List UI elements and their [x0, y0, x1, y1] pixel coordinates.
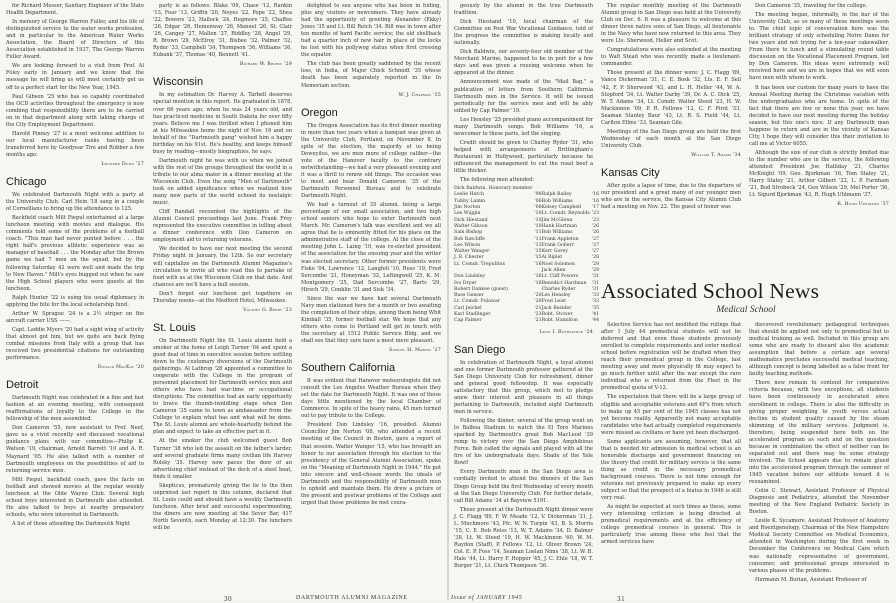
attendee-name: Karl Stadlinger [454, 312, 491, 318]
attendee-class-year: '16 [591, 198, 600, 204]
paragraph: Those present at the dinner were: J. C. Flagg '89, Vance Dickerman '31, C. E. Bosk '32, Lts. E. F. Sell '42, F. P. Sherwood '43, and L. H. Heller '44, W. A. Stopford '34, Lt. Walter Darby '39, Dr. A. C. Dick '25, W. T. Adams '34, Lt. Comdr. Walter Steed '23, H. W. Mackinnon '09, P. R. Fellows '12, C. F. Pirot '33, Seaman Stanley Baur '43, Lt. R. S. Field '44, Lt. Carlton Ellms '33, Seaman Gile. [601, 70, 741, 126]
attendee-name: Cap Palmer [454, 318, 482, 324]
attendee-name: Jack Resider [541, 305, 572, 311]
right-column-2 [601, 3, 741, 275]
kansas-city-continued-text [749, 3, 889, 199]
san-diego-continued-text [601, 3, 741, 150]
attendee-class-year: '13 [534, 242, 542, 248]
attendee-name: Leo Wilson [454, 242, 481, 248]
attendee-name: Bob Ratcliffe [454, 236, 485, 242]
attendee-name: Kerr Gorey [541, 249, 568, 255]
attendee-name: Frank Gollerr [541, 242, 575, 248]
paragraph: Those present at the Dartmouth Night dinner were J. C. Flagg '89, F. W. Meade '12, V. Dickerman '31, J. L. Muchmore '43, Pfc. W. N. Turpin '43, B. S. Morris '15, C. E. Bob Reiss '13, W. T. Adams '34, D. Balmer '38, Lt. W. Steed '19, H. W. Mackinnon '60, W. M. Raydon (Staff), P. Fellows '12, Lt. Oliver Brown '24, Col. E. P. Foss '14, Seaman Loelan Nims '38, Lt. W. B. Hale '44, Lt. Harry F. Hopper '45, J. C. Ehle '18, W. T. Burger '21, Lt. Chick Thompson '36. [454, 506, 593, 570]
attendee-name: Jim Norton [454, 205, 481, 211]
paragraph: In my estimation Dr. Harvey A. Tarbell deserves special mention in this report. He graduated in 1878, over 66 years ago, when he was 24 years old, and has practiced medicine in South Dakota for over fifty years. Believe me I was thrilled when I phoned him at his Milwaukee home the night of Nov. 16 and on behalf of the "Dartmouth gang" wished him a happy birthday on his 91st. He's healthy, and keeps himself busy by reading—mostly biographies, he says. [153, 92, 292, 155]
attendee-name: Al Riplet [541, 255, 563, 261]
attendee-class-year: '16 [591, 192, 600, 198]
paragraph: Ralph Hunter '22 is using his usual diplomacy in applying the bite for the local scholarship fund. [6, 294, 144, 308]
attendee-class-year: '08 [534, 205, 542, 211]
attendee-class-year: '23 [591, 217, 600, 223]
attendee-name: Jack Allen [541, 267, 566, 273]
medical-school-continued-text [749, 322, 889, 584]
paragraph: Meetings of the San Diego group are held the first Wednesday of each month at the San Diego University Club. [601, 128, 741, 149]
attendee-name: Les Wiggin [454, 211, 481, 217]
paragraph: Some applicants are assuming, however, that all that is needed for admission to medical school is an honorable discharge and government financing on the theory that credit for military service is the same thing as credit in the necessary premedical background courses. There is not time enough for veterans not previously prepared to make up every subject so that the prospect of a hiatus in 1946 is still very real. [601, 438, 741, 502]
attendee-class-year: '21 [534, 318, 542, 324]
paragraph: Selective Service has not modified the rulings that after 1 July 44 premedical students will not be deferred and that even those students previously enrolled to complete requirements and enter medical school before registration will be drafted when they reach their premedical group in the College, last meeting away and more physically fit may expect to go much further until after the war except the rare individual who is returned from the Fleet in the premedical quota of V-12. [601, 322, 741, 392]
attendee-class-year: '10 [534, 223, 542, 229]
paragraph: Dartmouth night he was with us when we joined with the rest of the groups throughout the world in a tribute to our alma mater in a dinner meeting at the Wisconsin Club. Even the song "Men of Dartmouth" took on added significance when we realized how many new parts of the world echoed its nostalgic music. [153, 157, 292, 207]
attendee-class-year: '31 [591, 280, 600, 286]
attendee-name: Frank Appleton [541, 236, 579, 242]
attendee-name: Robt. Stower [541, 312, 573, 318]
attendee-class-year: '44 [591, 318, 600, 324]
attendee-name: Tubby Lamm [454, 198, 486, 204]
attendee-class-year: '35 [591, 305, 600, 311]
attendee-class-year: '26 [591, 223, 600, 229]
attendee-class-year: '20 [534, 293, 542, 299]
attendee-class-year: '10 [534, 217, 542, 223]
paragraph: Dick Hiestand '10, local chairman of the Committee on Post War Vocational Guidance, told of the progress the committee is making locally and nationally. [454, 19, 593, 47]
attendee-name: Ralph Bailey [541, 192, 572, 198]
paragraph: Skepticus, prematurely giving the lie to the then unprinted last report in this column, declared that St. Louis could and should have a weekly Dartmouth luncheon. After brief and successful experimenting, the diners are now meeting at the Sever Bar, 417 North Seventh, each Monday at 12:30. The lunchers will be [153, 482, 292, 532]
attendee-name: Robert Dankee (guest) [454, 286, 508, 292]
attendees-table [454, 186, 599, 325]
attendee-name: Dick Baldwin, Honorary member [454, 186, 533, 192]
section-title-st-louis: St. Louis [153, 321, 196, 334]
attendee-class-year: '29 [591, 267, 600, 273]
paragraph: Don Cameron '55, new assistant to Prof. Neef, gave us a vivid recently and discussed vocational guidance plans with our committee—Philip K. Watson '19, chairman, Arnold Barrett '10 and A. R. Maynard '05. He also talked with a number of Dartmouth employees on the possibilities of aid to returning service men. [6, 425, 144, 474]
attendee-name: Charles Ryder [541, 286, 576, 292]
attendee-class-year: '15 [534, 255, 542, 261]
attendee-name: Russ Genser [454, 293, 484, 299]
attendee-class-year: '23 [534, 312, 542, 318]
attendee-class-year: '20 [534, 299, 542, 305]
paragraph: At the smoker the club welcomed guest Bob Turner '38 who led the assault on the father's larder, and several graduate firms many civilian life Harvey Rolsky '35. Harvey now paces the door of an advertising chief instead of the deck of a steel boat, finds it smaller. [153, 438, 292, 480]
attendee-class-year: '16 [534, 280, 542, 286]
attendee-class-year: '31 [591, 274, 600, 280]
paragraph: It has been our custom for many years to have the Annual Meeting during the Christmas vacation with the undergraduates who are home. In spite of the fact that there are few or none this year, we have decided to have our next meeting during the holiday season, but this one's nice. If any Dartmouth man happens to return and are in the vicinity of Kansas City, I hope they will consider this their invitation to call me at Victor 6055. [749, 84, 889, 147]
paragraph: Les Hensley '25 presided piano accompaniment for many Dartmouth songs. Bob Williams '16, a newcomer to these parts, led the singing. [454, 116, 593, 137]
intro-signature: Leonard Dunn '27 [101, 161, 144, 167]
attendee-name: Walter Wanger [454, 249, 490, 255]
paragraph: Dick Baldwin, our seventy-four old member of the Merchant Marine, happened to be in port for a few days and was given a rousing welcome when he appeared at the dinner. [454, 49, 593, 77]
left-column-3 [301, 3, 441, 583]
medical-column-2 [749, 322, 889, 582]
chicago-signature: Donald MacKay '20 [97, 365, 144, 371]
oregon-text [301, 123, 441, 345]
paragraph: A list of those attending the Dartmouth Night [12, 520, 130, 527]
attendee-class-year: '41 [591, 312, 600, 318]
wisconsin-text [153, 92, 292, 304]
attendee-class-year: '17 [591, 205, 600, 211]
paragraph: Following the dinner, several of the group went on to Balboa Stadium to watch the El Toro Marines sparked by Dartmouth's great Bob MacLeod '39 romp to victory over the San Diego Amphibious Force. Bob called the signals and played with all the fire of his undergraduate days. Shade of the Yale Bowl! [454, 418, 593, 467]
attendee-class-year: '16 [534, 261, 542, 267]
section-title-oregon: Oregon [301, 106, 338, 119]
attendee-class-year: '16 [534, 274, 542, 280]
paragraph: Hermann M. Burian, Assistant Professor of [755, 576, 867, 583]
st-louis-text [153, 338, 292, 532]
paragraph: Leslie K. Sycamore, Assistant Professor of Anatomy and Roentgenology, Chairman of the New Hampshire Medical Society Committee on Medical Economics, attended in Washington during the first week in December the Conference on Medical Care which was nationally representative of government, consumer, and professional groups interested in various phases of the problems. [749, 518, 889, 574]
attendee-name: Fred Leist [541, 299, 567, 305]
paragraph: Since the war we have had several Dartmouth Navy men stationed here for a month or two awaiting the completion of their ships, among them being Whit Kimball '35, former football star. We hope that any others who come to Portland will get in touch with the secretary at 1512 Public Service Bldg. and we shall see that they sure have a most mere pleasant. [301, 295, 441, 345]
paragraph: Congratulations were also extended at the meeting to Walt Stead who was recently made a lieutenant-commander. [601, 47, 741, 68]
paragraph: Capt. Laddie Myers '20 had a sight wing of activity that almost got him, but we quite are back flying combat missions from Italy with a group that has received two presidential citations for outstanding performance. [6, 326, 144, 362]
attendee-name: Benedict Hardman [541, 280, 587, 286]
paragraph: The expectation that there will be a large group of eligible and acceptable veterans and 4F's from which to make up 45 per cent of the 1945 classes has not yet become reality. Apparently not many acceptable candidates who had actually completed requirements were missed as civilians or have yet been discharged. [601, 394, 741, 436]
paragraph: Paul Gibson '25 who has so capably coordinated the OCD activities throughout the emergency is now combing that responsibility there are to be carried on in that department along with taking charge of the City Employment Department. [6, 93, 144, 128]
paragraph: Announcement was made of the "Mail Bag," a publication of letters from Southern California Dartmouth men in the Service. It will be issued periodically for the service men and will be ably edited by Cap Palmer '19. [454, 79, 593, 114]
intro-text [6, 3, 144, 159]
paragraph: Arthur W. Sprague '24 is a 2½ striper on the aircraft carrier USS ——. [6, 310, 144, 324]
left-column-2 [153, 3, 292, 583]
attendee-name: Noel Solomon [541, 261, 575, 267]
left-column-1 [6, 3, 144, 583]
section-title-chicago: Chicago [6, 176, 47, 189]
attendee-name: Don Lindsley [454, 274, 486, 280]
attendee-name: Ivo Dryer [454, 280, 477, 286]
attendee-class-year: '33 [591, 293, 600, 299]
section-title-detroit: Detroit [6, 379, 39, 392]
paragraph: for Richard Messer, Sanitary Engineer of the State Health Department. [6, 3, 144, 17]
right-column-3 [749, 3, 889, 275]
san-diego-signature: William T. Adams '34 [691, 152, 741, 158]
attendee-class-year: '27 [591, 236, 600, 242]
medical-column-1 [601, 322, 741, 582]
medical-school-subheading: Medical School [716, 305, 776, 315]
paragraph: President Don Lindsley '16, presided. Alumni Councillor Jim Norton '08, who attended a recent meeting of the Council in Boston, gave a report of that session. Walter Wanger '15, who has brought an honor to our association through his election to the presidency of the General Alumni Association, spoke on the "Meaning of Dartmouth Night in 1944." He put into sincere and well-chosen words the ideals of Dartmouth and the responsibility of Dartmouth men to uphold and maintain them. He drew a picture of the present and postwar problems of the College and urged that these problems be met coura- [301, 422, 441, 506]
attendee-name: Carl Jeichel [454, 305, 482, 311]
associated-school-news-heading: Associated School News [601, 279, 820, 303]
paragraph: The Oregon Association has its first dinner meeting in more than two years when a banquet was given at the University Club, Portland, on November 8. In spite of the election, the majority of us being Deweyites, we are men more of college caliber—the vote of the Hanover faculty to the contrary notwithstanding—we had a very pleasant evening and it was a thrill to renew old things. The occasion was to meet and hear Donald Cameron '35 of the Dartmouth Personnel Bureau and to celebrate Dartmouth Night. [301, 122, 441, 200]
attendee-row [454, 318, 599, 324]
attendee-class-year: '27 [591, 242, 600, 248]
right-page [449, 0, 896, 603]
paragraph: discovered revolutionary pedagogical techniques that should be applied not only to premedical but to medical training as well. Included in this group are some who are ready to discard also the academic assumption that before a certain age several mathematics precludes successful medical teaching, although concept is being labelled as a false front for faulty teaching methods. [749, 322, 889, 378]
attendee-name: Les Hensley [541, 293, 571, 299]
paragraph: Don Cameron '35, traveling for the college. [755, 3, 868, 9]
attendee-name: J. B. Chester [454, 255, 484, 261]
paragraph: We decided to have our next meeting the second Friday night in January, the 12th. So our secretary will capitalize on the Dartmouth Alumni Magazine's circulation to invite all who read this to partake of food with us at the Wisconsin Club on that date. And chances are we'll have a bull session. [153, 246, 292, 288]
attendee-class-year: '23 [591, 211, 600, 217]
attendee-name: Robt. Hamilton [541, 318, 578, 324]
section-title-wisconsin: Wisconsin [153, 76, 204, 89]
attendee-class-year: '26 [591, 230, 600, 236]
san-diego-text [454, 360, 593, 570]
detroit-text [6, 395, 144, 528]
paragraph: geously by the alumni in the true Dartmouth tradition. [454, 3, 593, 17]
chicago-text [6, 192, 144, 362]
wisconsin-signature: Vaughn G. Berry '23 [243, 307, 292, 313]
paragraph: delighted to see anyone who has been in hiding, plus any visitors or newcomers. They have already had the opportunity of greeting Alexander (Ekky) Jones '35 and Lt. Bill Reich '34. Bill was in town after ten months of hard Pacific service; the old shellback had a quarter inch of new hair in place of the locks he lost with his pollywog status when first crossing the equator. [301, 3, 441, 59]
attendance-signature: Richard W. Brown '29 [239, 62, 292, 68]
paragraph: The following men attended: [460, 177, 535, 184]
attendee-class-year: '27 [591, 249, 600, 255]
kansas-city-signature: R. Hugh Uhlmann '37 [837, 202, 889, 208]
attendee-class-year: '98 [534, 192, 542, 198]
paragraph: Cliff Randall recounted the highlights of the Alumni Council proceedings last June. Frank Frey represented the executive committee in telling about a dinner conference with Don Cameron on employment aid to returning veterans. [153, 209, 292, 244]
attendee-name: Kelsey Campbell [541, 205, 582, 211]
attendee-class-year: '31 [591, 286, 600, 292]
attendee-class-year: '10 [534, 211, 542, 217]
paragraph: party is as follows: Blake '09, Chase '12, Rankin '13, Fear '13, Griffin '20, Noyes '22, Pope '22, Shea '22, Bowers '23, Hallock '24, Hegmore '25, Chaffee '26, Edgar '26, Hemenway '26, Manuel '26, St. Clair '26, Cangey '27, Mallon '27, Riddley '28, Angel '29, R. Brown '29, McElroy '31, Bisbee '32, Palmer '32, Ryder '33, Campbell '34, Thompson '36, Williams '36, Eubank '37, Thomas '40, Bennett '41. [153, 3, 292, 59]
attendee-class-year: '21 [534, 305, 542, 311]
attendee-name: Lt. Cliff Powers [541, 274, 579, 280]
paragraph: It was evident that Hanover meteorologists did not consult the Los Angeles Weather Bureau when they set the date for Dartmouth Night. It was one of those days little mentioned by the local Chamber of Commerce. In spite of the heavy rains, 45 men turned out to pay tribute to the College. [301, 378, 441, 420]
attendee-name: Lt. Comdr. Pulawar [454, 299, 501, 305]
paragraph: Backfield coach Milt Piepul entertained at a large luncheon meeting with movies and dialogue. His comments told some of the problems of a football coach. "This man had never punted before . . . the right half's previous athletic experience was as manager of baseball . . . the Monday after the Brown game we had 7 men on the squad, but by the following Saturday 42 were well and made the trip to New Haven." Milt's eyes bugged out when he saw the High School players who were guests at the luncheon. [6, 215, 144, 292]
paragraph: Colin C. Stewart, Assistant Professor of Physical Diagnosis and Pediatrics, attended the November meeting of the New England Pediatric Society in Boston. [749, 488, 889, 516]
attendee-name: Lt. Comdr. Trepulitus [454, 261, 506, 267]
kansas-city-text [601, 183, 741, 211]
oregon-signature: Samuel H. Martin '27 [388, 348, 441, 354]
attendee-class-year: '11 [534, 236, 542, 242]
paragraph: Credit should be given to Charley Ryder '31, who helped with arrangements at Brittingham's Restaurant in Hollywood, particularly because he influenced the management to cut the roast beef a little thicker. [454, 139, 593, 175]
attendee-class-year: '06 [534, 198, 542, 204]
paragraph: Every Dartmouth man in the San Diego area is cordially invited to attend the dinners of the San Diego Group held the first Wednesday of every month at the San Diego University Club. For further details, call Bill Adams '34 at Bayview 5191. [454, 469, 593, 504]
left-page-number: 30 [224, 595, 233, 603]
paragraph: Milt Piepul, backfield coach, gave the facts on football and showed movies at the regular weekly luncheon at the Olde Wayne Club. Several high school boys interested in Dartmouth also attended. He also talked to boys at nearby preparatory schools, who were interested in Dartmouth. [6, 476, 144, 518]
attendance-list-text [153, 3, 292, 59]
right-column-1 [454, 3, 600, 583]
paragraph: In memory of George Warren Fuller, and his life of distinguished service to the water works profession, and in particular to the American Water Works Association, the Board of Directors of this Association established in 1937, The George Warren Fuller Award. [6, 19, 144, 61]
medical-school-text [601, 322, 741, 546]
attendee-name: Lt. Comdr. Reynolds [541, 211, 590, 217]
section-title-kansas-city: Kansas City [601, 166, 660, 179]
section-title-southern-california: Southern California [301, 362, 396, 375]
paragraph: We celebrated Dartmouth Night with a party at the University Club. Carl Hein '18 sang in a couple of Cornellians to bring up the attendance to 125. [6, 192, 144, 213]
southern-california-continued-text [454, 3, 593, 184]
attendee-name: Walter Gibson [454, 223, 488, 229]
paragraph: On Dartmouth Night the St. Louis alumni held a smoker at the home of Leigh Turner '04 and spent a good deal of time in executive session before settling down to the customary diversions of the Dartmouth gatherings. Al Lathrop '28 appointed a committee to cooperate with the College in the program of personnel placement for Dartmouth service men and others who have had war-time or occupational disruptions. The committee had an early opportunity to brave the thumb-twiddling stage when Don Cameron '35 came to town as ambassador from the College to explain what has and what will be done. The St. Louis alumni are whole-heartedly behind the plan and expect to take an effective part in it. [153, 337, 292, 436]
paragraph: Although the size of our club is strictly limited due to the number who are in the service, the following attended: President Joe Halliday '21, Charles McKnight '09, Geo. Bjorkman '16, Tom Staley '21, Harry Staley '21, Arthur Gilbert '22, L. P. Farnham '21, Bud Strobeck '24, Gen Wilson '29, Mel Porter '36, Lt. Sigurd Bjorkman '43, R. Hugh Uhlmann '37. [749, 149, 889, 199]
attendees-signature: Leon I. Rothschild '24 [539, 329, 593, 335]
paragraph: As might be expected at such times as these, some very interesting criticism is being directed at premedical requirements and at the efficiency of college premedical courses in general. This is particularly true among those who feel that the armed services have [601, 504, 741, 546]
paragraph: Don't forget our luncheon get togethers on Thursday noons—at the Medford Hotel, Milwaukee. [153, 290, 292, 304]
paragraph: Dartmouth Night was celebrated in a fine and fast fashion at an evening meeting, with consequent reaffirmations of loyalty to the College in the fellowship of the men assembled. [6, 395, 144, 423]
issue-date: Issue of JANUARY 1945 [451, 595, 523, 601]
attendee-name: Jim McGlenn [541, 217, 573, 223]
paragraph: The meeting began, informally, in the bar of the University Club, as so many of these meetings seem to. The chief topic of conversation here was the brilliant strategy of only scheduling Notre Dame for two years and not trying for a ten-year cakewalker. From there to lunch and a stimulating round table discussion on the Vocational Placement Program, led by Don Cameron. His ideas were extremely well received here and we are in hopes that we will soon have men with whom to work. [749, 12, 889, 82]
st-louis-continued-text [301, 3, 441, 90]
st-louis-signature: W. J. Chapman '35 [398, 92, 441, 98]
paragraph: There now remain to contend for comparative criteria because, with two exceptions, all students have been continuously in accelerated since enrollment in college. There is also the difficulty in giving proper weighting to youth versus actual decline in student quality caused by the steam skimming of the military services. Judgment is, therefore, being suspended here both on the accelerated program as such and on the question because in combination the effect of neither can be separated out and there may be some strategy involved. The School appears due to remain glued into the accelerated program through the summer of 1945 vacation before our attitude toward it is reexamined. [749, 380, 889, 486]
paragraph: We had a turnout of 35 alumni, being a large percentage of our small association, and two high school seniors who hope to enter Dartmouth next March. Mr. Cameron's talk was excellent and we all agree that he is eminently fitted for his place on the administrative staff of the college. At the close of the meeting John L. Laing '10, was re-elected president of the association for the ensuing year and the writer was elected secretary. Other former presidents were Fiske '04, Lawrence '12, Langfell '10, Ross '19, Fred Sercombe '21, Honeyman '32, Leftingwell '25, K. M. Montgomery '25, Dad Sercombe '27, Barts '29, Hirsch '29, Conklin '31 and Sisk '34. [301, 202, 441, 293]
attendee-name: Dick Hiestand [454, 217, 488, 223]
paragraph: The regular monthly meeting of the Dartmouth Alumni group in San Diego was held at the University Club on Dec. 6. It was a pleasure to welcome at this dinner three native sons of San Diego, all lieutenants in the Navy who have now returned to this area. They were Lts. Sherwood, Heller and Scot. [601, 3, 741, 45]
paragraph: After quite a lapse of time, due to the departure of our president and a great many of our younger men who are in the service, the Kansas City Alumni Club had a meeting on Nov. 22. The guest of honor was [601, 182, 741, 211]
attendee-class-year: '28 [591, 255, 600, 261]
attendee-name: Hank Hartman [541, 223, 578, 229]
paragraph: We are looking forward to a visit from Prof. Al Foley early in January and we know that the message he will bring us will most certainly get us off to a perfect start for the New Year, 1945. [6, 63, 144, 91]
attendee-name: Sam Bishop [454, 230, 483, 236]
attendee-name: Bob Williams [541, 198, 573, 204]
attendee-name: Bob Williams [541, 230, 573, 236]
southern-california-text [301, 378, 441, 507]
section-title-san-diego: San Diego [454, 343, 506, 356]
attendee-class-year: '29 [591, 261, 600, 267]
paragraph: The club has been greatly saddened by the recent loss, in India, of Major Chick Schmidt '35 whose death has been separately reported in the In Memoriam section. [301, 61, 441, 89]
magazine-name: DARTMOUTH ALUMNI MAGAZINE [296, 595, 408, 601]
attendee-class-year: '15 [534, 249, 542, 255]
attendee-class-year: '11 [534, 230, 542, 236]
attendee-class-year: '33 [591, 299, 600, 305]
paragraph: Harold Pinney '27 is a most welcome addition to our local manufacturer ranks having been transferred here by Goodyear Tire and Rubber a few months ago. [6, 130, 144, 158]
paragraph: In celebration of Dartmouth Night, a loyal alumni and one former Dartmouth professor gathered at the San Diego University Club for refreshment, dinner and general good fellowship. It was especially satisfactory that this group, which met to pledge anew their interest and pleasure in all things pertaining to Dartmouth, included eight Dartmouth men in service. [454, 359, 593, 416]
attendee-name: Leslie Hatch [454, 192, 484, 198]
right-page-number: 31 [617, 595, 626, 603]
